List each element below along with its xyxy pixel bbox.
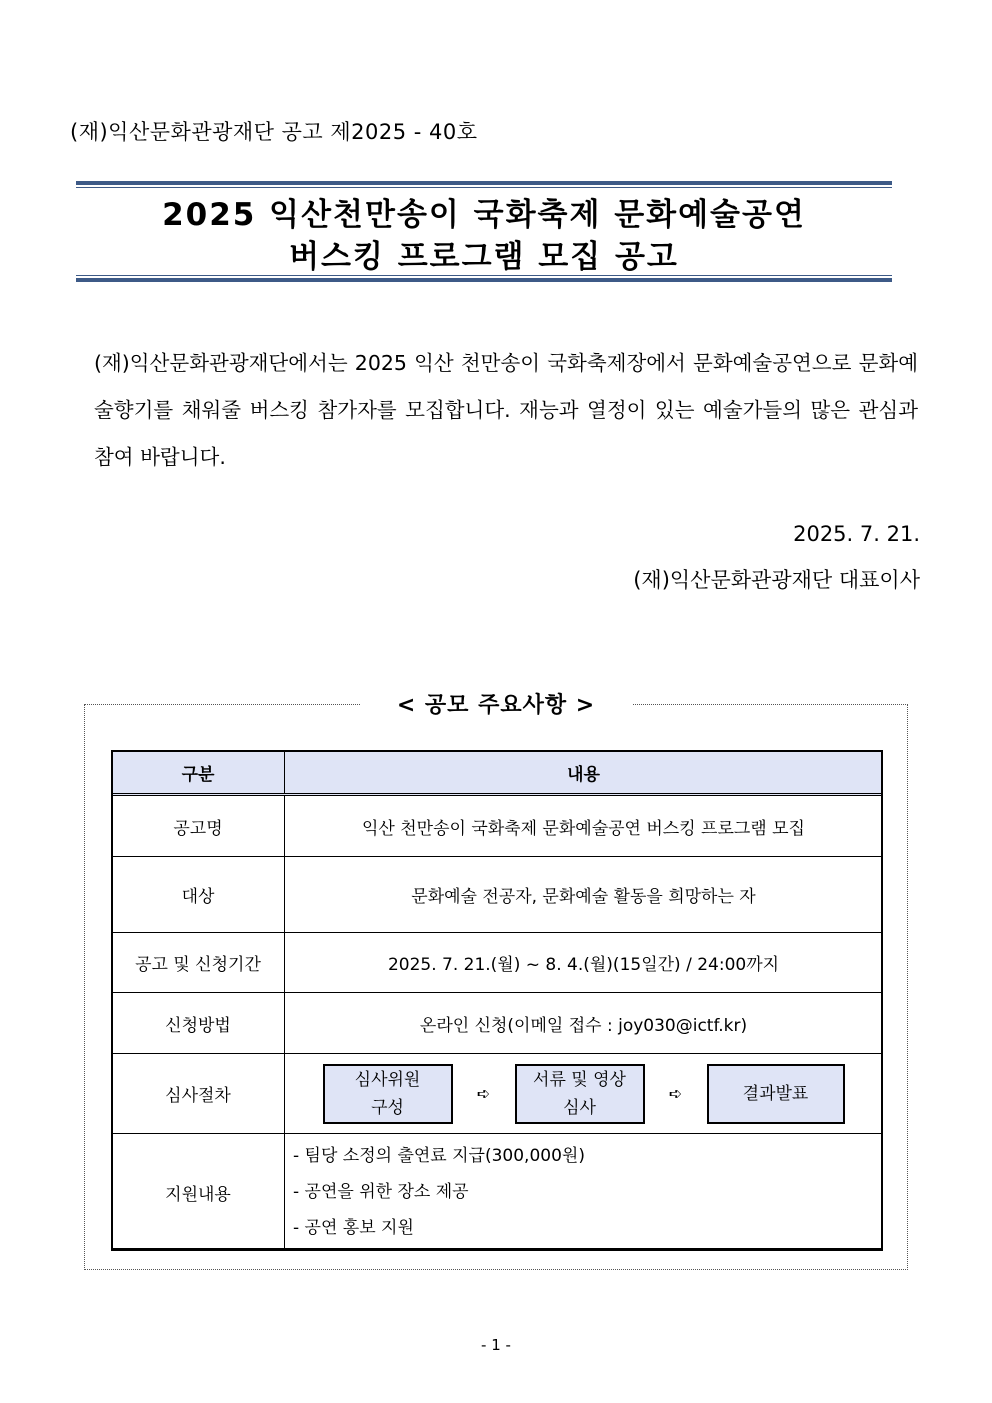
review-flow-cell <box>285 1054 883 1134</box>
review-step-result: 결과발표 <box>707 1064 845 1124</box>
table-row <box>112 795 883 857</box>
row-label: 공고 및 신청기간 <box>112 933 285 993</box>
notice-number: (재)익산문화관광재단 공고 제2025 - 40호 <box>70 120 478 144</box>
row-value: 온라인 신청(이메일 접수 : joy030@ictf.kr) <box>285 993 883 1054</box>
arrow-right-icon: ➪ <box>476 1084 491 1103</box>
row-label: 지원내용 <box>112 1134 285 1251</box>
table-row <box>112 993 883 1054</box>
arrow-right-icon: ➪ <box>668 1084 683 1103</box>
row-label: 대상 <box>112 857 285 933</box>
support-list <box>285 1134 883 1251</box>
issuer-signature: (재)익산문화관광재단 대표이사 <box>633 568 920 592</box>
header-content: 내용 <box>285 751 883 795</box>
title-rule-bottom <box>76 275 892 282</box>
list-item: - 팀당 소정의 출연료 지급(300,000원) <box>293 1146 585 1166</box>
row-value: 문화예술 전공자, 문화예술 활동을 희망하는 자 <box>285 857 883 933</box>
row-value: 2025. 7. 21.(월) ~ 8. 4.(월)(15일간) / 24:00까지 <box>285 933 883 993</box>
row-label: 공고명 <box>112 795 285 857</box>
row-label: 신청방법 <box>112 993 285 1054</box>
title-line-1: 2025 익산천만송이 국화축제 문화예술공연 <box>162 197 806 233</box>
intro-paragraph: (재)익산문화관광재단에서는 2025 익산 천만송이 국화축제장에서 문화예술공연으로 문화예술향기를 채워줄 버스킹 참가자를 모집합니다. 재능과 열정이 있는 예술가들의 많은 관심과 참여 바랍니다. <box>94 351 918 469</box>
title-line-2: 버스킹 프로그램 모집 공고 <box>289 239 679 275</box>
table-header-row <box>112 751 883 795</box>
page-number: - 1 - <box>481 1336 511 1354</box>
header-category: 구분 <box>112 751 285 795</box>
table-row <box>112 857 883 933</box>
list-item: - 공연을 위한 장소 제공 <box>293 1182 469 1202</box>
list-item: - 공연 홍보 지원 <box>293 1218 414 1238</box>
table-row <box>112 933 883 993</box>
row-label: 심사절차 <box>112 1054 285 1134</box>
review-flow <box>285 1064 882 1124</box>
summary-table <box>111 750 883 1251</box>
review-step-screening: 서류 및 영상 심사 <box>515 1064 645 1124</box>
table-row-review <box>112 1054 883 1134</box>
review-step-committee: 심사위원 구성 <box>323 1064 453 1124</box>
document-title <box>76 194 892 278</box>
row-value: 익산 천만송이 국화축제 문화예술공연 버스킹 프로그램 모집 <box>285 795 883 857</box>
summary-heading: < 공모 주요사항 > <box>360 688 632 719</box>
title-rule-top <box>76 181 892 188</box>
table-row-support <box>112 1134 883 1251</box>
issue-date: 2025. 7. 21. <box>793 522 920 546</box>
